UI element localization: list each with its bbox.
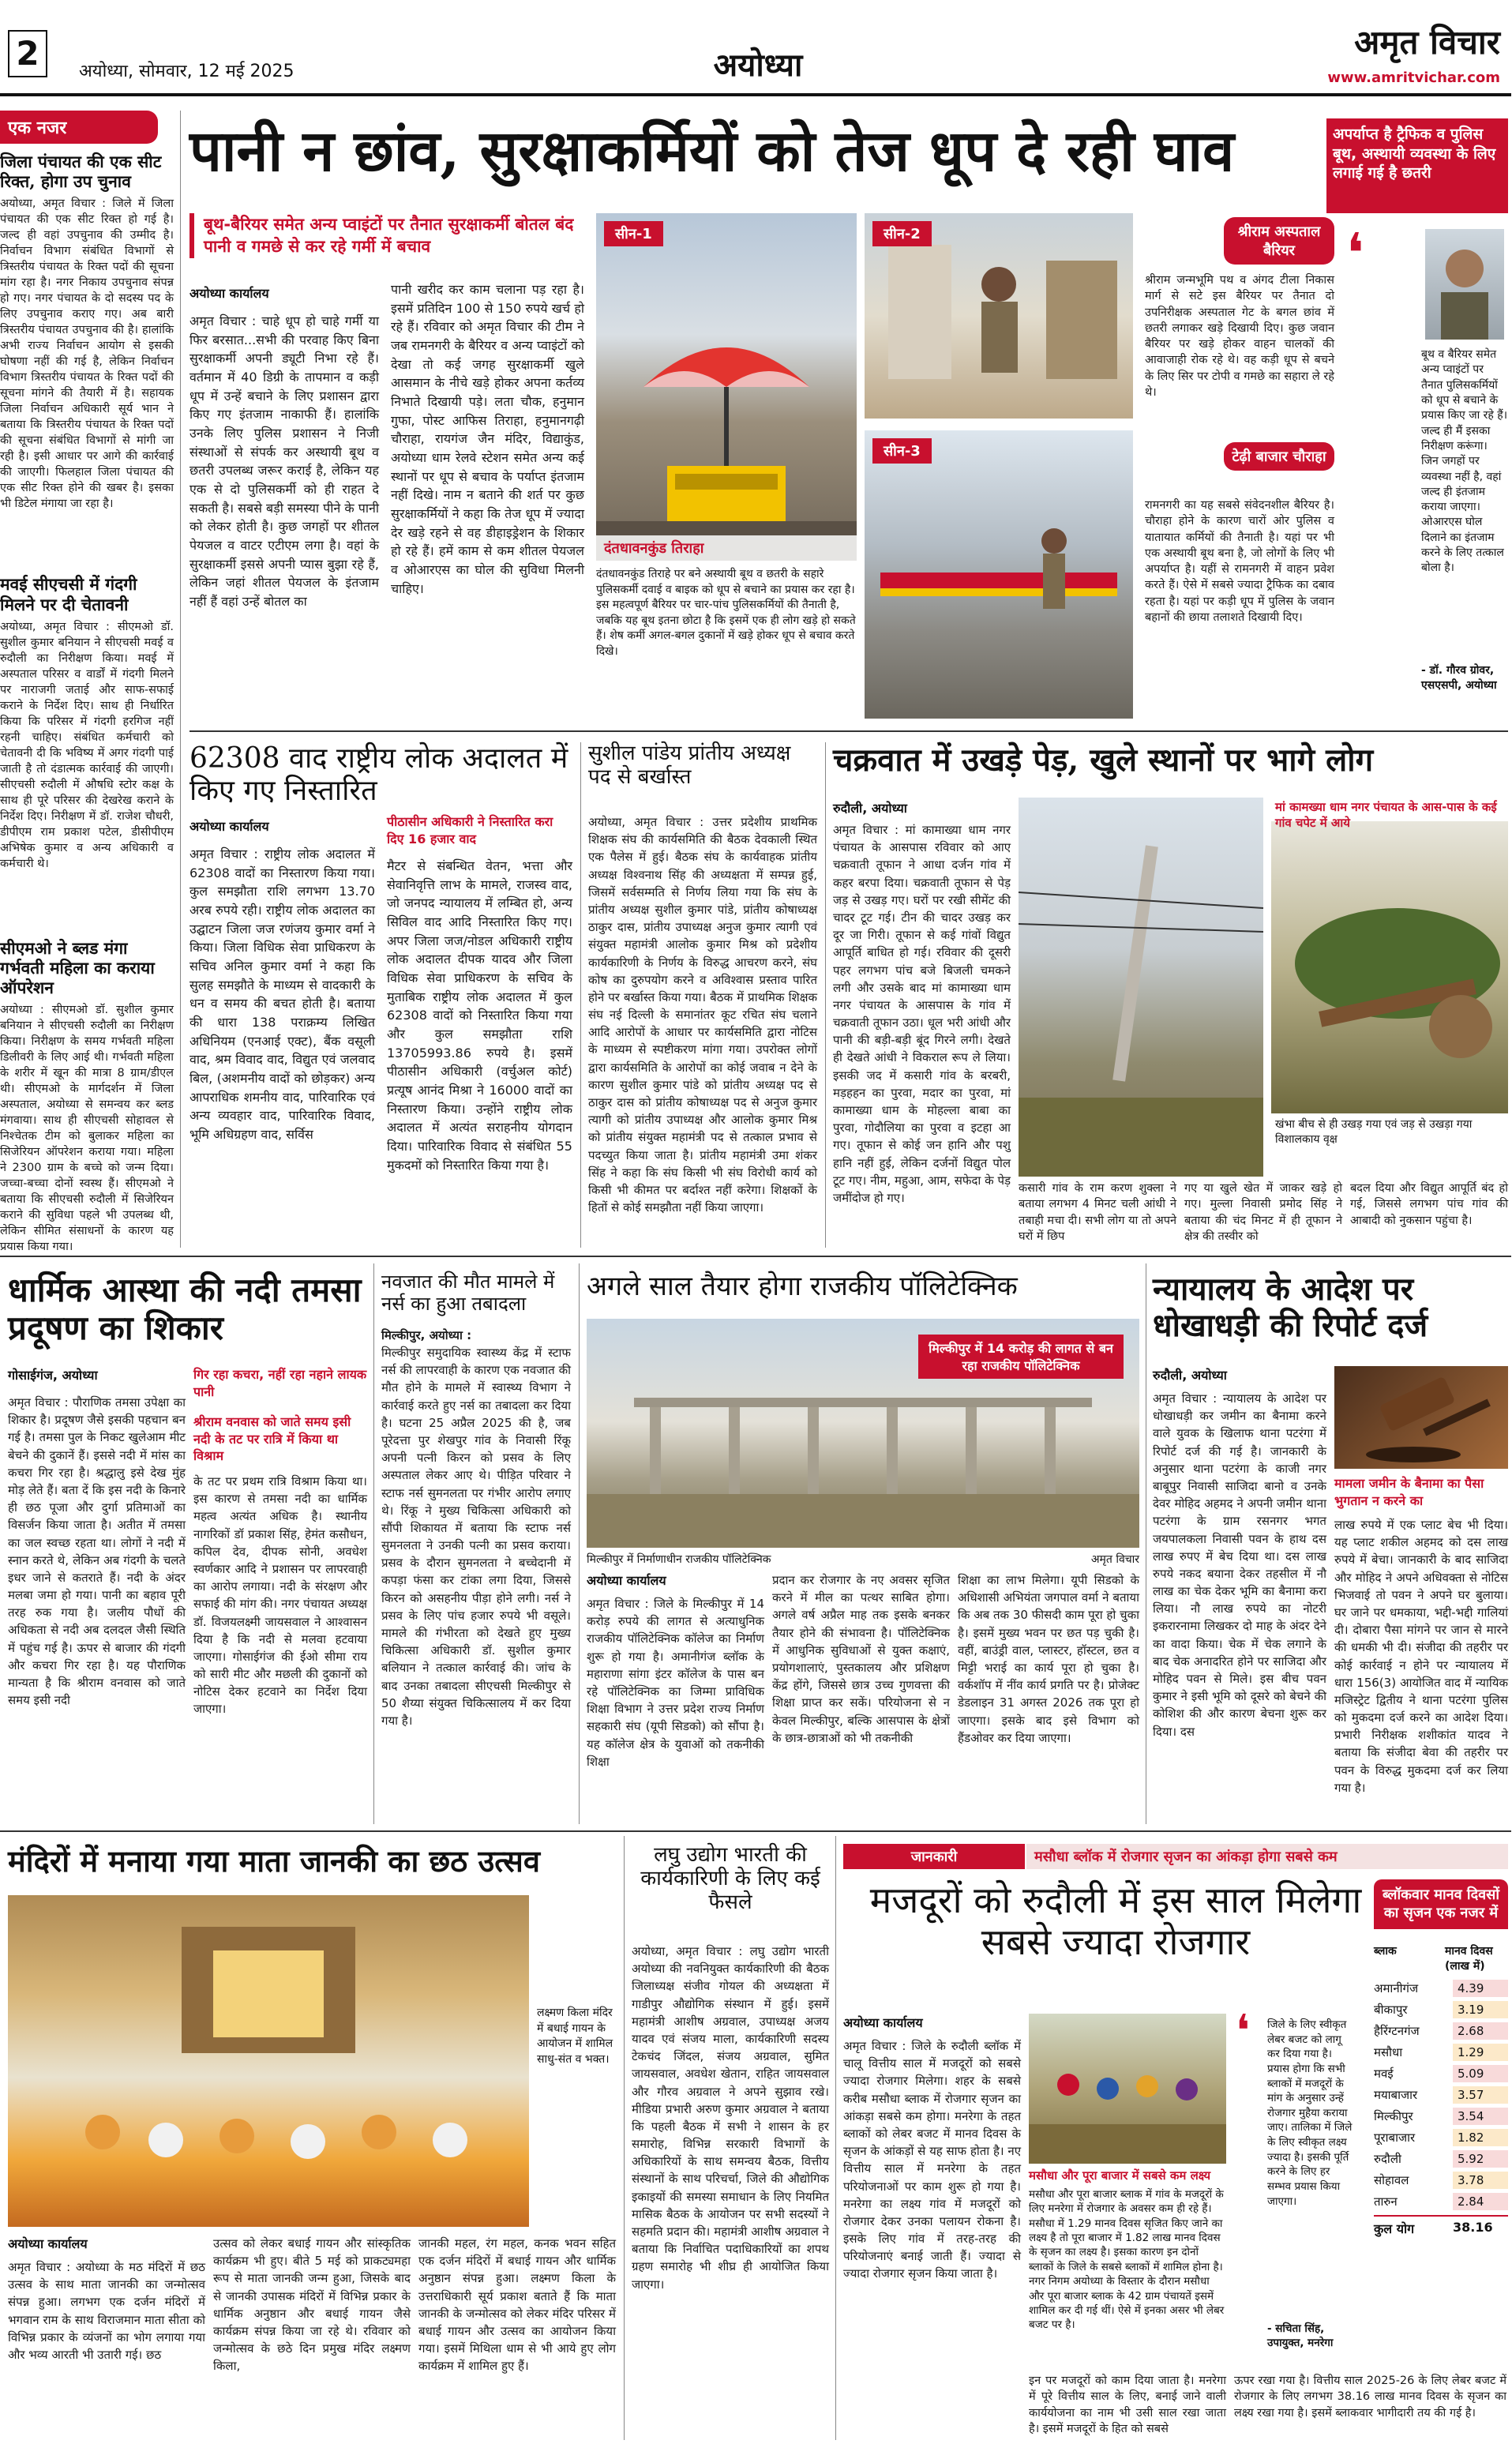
temple-photo-caption: लक्ष्मण किला मंदिर में बधाई गायन के आयोजन में शामिल साधु-संत व भक्त। <box>537 2007 613 2066</box>
storm-photo-head: मां कामख्या धाम नगर पंचायत के आस-पास के कई गांव चपेट में आये <box>1275 800 1497 831</box>
temple-col3: जानकी महल, रंग महल, कनक भवन सहित एक दर्जन मंदिरों में बधाई गायन और धार्मिक अनुष्ठान संपन्न हुआ। लक्ष्मण किला के उत्तराधिकारी सूर्य प्रकाश बताते हैं कि माता जानकी के जन्मोत्सव को लेकर मंदिर परिसर में बधाई गायन और उत्सव का आयोजन किया गया। इसमें मिथिला धाम से भी आये हुए लोग कार्यक्रम में शामिल हुए हैं। <box>418 2236 616 2374</box>
storm-photo-caption: खंभा बीच से ही उखड़ गया एवं जड़ से उखड़ा गया विशालकाय वृक्ष <box>1275 1118 1473 1146</box>
column-divider <box>825 742 826 1248</box>
storm-bottom1: कसारी गांव के राम करण शुक्ला ने बताया लगभग 4 मिनट चली आंधी ने तबाही मचा दी। सभी लोग या तो अपने घरों में छिप <box>1019 1182 1176 1243</box>
poly-col3: शिक्षा का लाभ मिलेगा। यूपी सिडको के अधिशासी अभियंता जगपाल वर्मा ने बताया कि अब तक 30 फीसदी काम पूरा हो चुका है। इसमें मुख्य भवन पर छत पड़ चुकी है। वहीं, बाउंड्री वाल, प्लास्टर, हॉस्टल, छत व मिट्टी भराई का कार्य पूरा हो चुका है। वर्कशॉप में नींव कार्य प्रगति पर है। प्रोजेक्ट डेडलाइन 31 अगस्त 2026 तक पूरा हो जाएगा। इसके बाद इसे विभाग को हैंडओवर कर दिया जाएगा। <box>958 1573 1139 1745</box>
rudauli-photo-caption-title: मसौधा और पूरा बाजार में सबसे कम लक्ष्य <box>1029 2168 1211 2183</box>
court-dateline: रुदौली, अयोध्या <box>1153 1368 1227 1383</box>
nurse-headline: नवजात की मौत मामले में नर्स का हुआ तबादला <box>381 1271 555 1315</box>
sidebar-ek-nazar <box>0 111 174 1254</box>
temple-byline: अयोध्या कार्यालय <box>8 2236 88 2251</box>
temple-photo <box>8 1895 529 2227</box>
poly-photo <box>587 1319 1139 1548</box>
scene-label: सीन-2 <box>872 221 932 246</box>
mnrega-table-row <box>1374 1980 1508 1997</box>
section-rule <box>0 1256 1511 1257</box>
sidebar-item-body: अयोध्या, अमृत विचार : सीएमओ डॉ. सुशील कुमार बनियान ने सीएचसी मवई व रुदौली का निरीक्षण किया। मवई में अस्पताल परिसर व वार्डों में गंदगी मिलने पर नाराजगी जताई और साफ-सफाई कराने के निर्देश दिए। साथ ही निर्धारित किया कि परिसर में गंदगी हरगिज नहीं रहनी चाहिए। संबंधित कर्मचारी को चेतावनी दी कि भविष्य में अगर गंदगी पाई जाती है तो दंडात्मक कार्रवाई की जाएगी। सीएचसी रुदौली में औषधि स्टोर कक्ष के साथ ही पूरे परिसर की देखरेख कराने के निर्देश दिए। निरीक्षण में डॉ. राजेश चौधरी, डीपीएम राम प्रकाश पटेल, डीसीपीएम अभिषेक कुमार व अन्य अधिकारी व कर्मचारी थे। <box>0 620 174 870</box>
lead-photo-scene3 <box>865 430 1133 719</box>
label-shriram-hospital: श्रीराम अस्पताल बैरियर <box>1224 217 1334 265</box>
broken-pole-icon <box>1019 798 1263 1177</box>
rudauli-headline: मजदूरों को रुदौली में इस साल मिलेगा सबसे ज्यादा रोजगार <box>869 1879 1362 1963</box>
gavel-icon <box>1334 1366 1508 1469</box>
mnrega-col-block: ब्लाक <box>1374 1944 1397 1958</box>
poly-byline: अयोध्या कार्यालय <box>587 1573 666 1588</box>
court-col1: अमृत विचार : न्यायालय के आदेश पर धोखाधड़ी कर जमीन का बैनामा करने वाले युवक के खिलाफ थाना पटरंगा में रिपोर्ट दर्ज की गई है। जानकारी के अनुसार थाना पटरंगा के काजी नगर बाबूपुर निवासी साजिदा बानो व उनके देवर मोहिद अहमद ने अपनी जमीन थाना पटरंगा के ग्राम रसनगर भगत जयपालकला निवासी पवन के हाथ दस लाख रुपए में बेच दिया था। दस लाख रुपये नकद बयाना देकर तहसील में नौ लाख का चेक देकर भूमि का बैनामा करा लिया। नौ लाख रुपये का नोटरी इकरारनामा लिखकर दो माह के अंदर देने का वादा किया। चेक में चेक लगाने के बाद चेक अनादरित होने पर साजिदा और मोहिद पवन से मिले। इस बीच पवन कुमार ने इसी भूमि को दूसरे को बेचने की कोशिश की और कारण बेचना शुरू कर दिया। दस <box>1153 1391 1326 1739</box>
column-divider <box>373 1263 374 1824</box>
mnrega-block-value: 1.29 <box>1453 2044 1508 2061</box>
mnrega-block-value: 1.82 <box>1453 2129 1508 2146</box>
storm-bottom2: गए या खुले खेत में जाकर खड़े हो गए। मुल्ला निवासी प्रमोद सिंह ने बताया की चंद मिनट में ही तूफान ने क्षेत्र की तस्वीर को <box>1184 1182 1342 1243</box>
nurse-body: मिल्कीपुर समुदायिक स्वास्थ्य केंद्र में स्टाफ नर्स की लापरवाही के कारण एक नवजात की मौत होने के मामले में स्वास्थ्य विभाग ने कार्रवाई करते हुए नर्स का तबादला कर दिया है। घटना 25 अप्रैल 2025 की है, जब पूरेदत्ता पुर शेखपुर गांव के निवासी रिंकू अपनी पत्नी किरन को प्रसव के लिए अस्पताल लेकर आए थे। पीड़ित परिवार ने स्टाफ नर्स सुमनलता पर गंभीर आरोप लगाए थे। रिंकू ने मुख्य चिकित्सा अधिकारी को सौंपी शिकायत में बताया कि स्टाफ नर्स सुमनलता ने उनकी पत्नी का प्रसव कराया। प्रसव के दौरान सुमनलता ने बच्चेदानी में कपड़ा फंसा कर टांका लगा दिया, जिससे किरन को असहनीय पीड़ा होने लगी। नर्स ने प्रसव के लिए पांच हजार रुपये भी वसूले। मामले की गंभीरता को देखते हुए मुख्य चिकित्सा अधिकारी डॉ. सुशील कुमार बलियान ने तत्काल कार्रवाई की। जांच के बाद उनका तबादला सीएचसी मिल्कीपुर से 50 शैय्या संयुक्त चिकित्सालय में कर दिया गया है। <box>381 1346 571 1728</box>
poly-col2: प्रदान कर रोजगार के नए अवसर सृजित करने में मील का पत्थर साबित होगा। अगले वर्ष अप्रैल माह तक इसके बनकर तैयार होने की संभावना है। पॉलिटेक्निक में आधुनिक सुविधाओं से युक्त कक्षाएं, प्रयोगशालाएं, पुस्तकालय और प्रशिक्षण केंद्र होंगे, जिससे छात्र उच्च गुणवत्ता की शिक्षा प्राप्त कर सकें। परियोजना से न केवल मिल्कीपुर, बल्कि आसपास के क्षेत्रों के छात्र-छात्राओं को भी तकनीकी <box>772 1573 950 1745</box>
lok-headline: 62308 वाद राष्ट्रीय लोक अदालत में किए गए निस्तारित <box>189 742 568 808</box>
mnrega-table-row <box>1374 2022 1508 2040</box>
temple-col1: अमृत विचार : अयोध्या के मठ मंदिरों में छठ उत्सव के साथ माता जानकी का जन्मोत्सव संपन्न हुआ। लगभग एक दर्जन मंदिरों में भगवान राम के साथ विराजमान माता सीता को विभिन्न प्रकार के व्यंजनों का भोग लगाया गया और भव्य आरती भी उतारी गई। छठ <box>8 2260 205 2362</box>
court-sub: मामला जमीन के बैनामा का पैसा भुगतान न करने का <box>1334 1476 1484 1508</box>
mnrega-total-label: कुल योग <box>1374 2221 1415 2236</box>
lead-byline: अयोध्या कार्यालय <box>189 286 269 301</box>
mnrega-table-row <box>1374 2086 1508 2104</box>
mnrega-col-value: मानव दिवस (लाख में) <box>1445 1944 1493 1973</box>
mnrega-block-name: हैरिंग्टनगंज <box>1374 2023 1420 2038</box>
lead-headline: पानी न छांव, सुरक्षाकर्मियों को तेज धूप दे रही घाव <box>189 117 1235 184</box>
mnrega-block-name: मसौधा <box>1374 2044 1403 2059</box>
uprooted-tree-icon <box>1271 821 1508 1113</box>
masthead-logo: अमृत विचार <box>1354 23 1500 62</box>
mnrega-table <box>1374 1879 1508 2369</box>
mnrega-block-name: अमानीगंज <box>1374 1980 1419 1995</box>
masthead-url[interactable]: www.amritvichar.com <box>1327 69 1500 86</box>
mnrega-table-row <box>1374 2065 1508 2082</box>
quote-mark-icon: ❛ <box>1346 221 1364 286</box>
lead-tedhi-text: रामनगरी का यह सबसे संवेदनशील बैरियर है। चौराहा होने के कारण चारों ओर पुलिस व यातायात कर्मियों की तैनाती है। यहां पर भी एक अस्थायी बूथ बना है, जो लोगों के लिए भी अपर्याप्त है। यहीं से रामनगरी में वाहन प्रवेश करते हैं। ऐसे में सबसे ज्यादा ट्रैफिक का दबाव रहता है। यहां पर कड़ी धूप में पुलिस के जवान बहानों की छाया तलाशते दिखायी दिए। <box>1145 499 1334 625</box>
mnrega-table-row <box>1374 2193 1508 2210</box>
lead-photo-scene2 <box>865 213 1133 419</box>
lok-col2: मैटर से संबन्धित वेतन, भत्ता और सेवानिवृत्ति लाभ के मामले, राजस्व वाद, जो जनपद न्यायालय में लम्बित हो, अन्य सिविल वाद आदि निस्तारित किए गए। अपर जिला जज/नोडल अधिकारी राष्ट्रीय लोक अदालत दीपक यादव और जिला विधिक सेवा प्राधिकरण के सचिव के मुताबिक राष्ट्रीय लोक अदालत में कुल 62308 वादों को निस्तारित किया गया और कुल समझौता राशि 13705993.86 रुपये है। इसमें पीठासीन अधिकारी (वर्चुअल कोर्ट) प्रत्यूष आनंद मिश्रा ने 16000 वादों का निस्तारण किया। उन्होंने राष्ट्रीय लोक अदालत में अत्यंत सराहनीय योगदान दिया। पारिवारिक विवाद से संबंधित 55 मुकदमों को निस्तारित किया गया है। <box>387 858 572 1173</box>
lead-photo-scene1 <box>596 213 857 561</box>
pandey-headline: सुशील पांडेय प्रांतीय अध्यक्ष पद से बर्खास्त <box>588 741 791 789</box>
section-rule <box>0 1830 1511 1832</box>
poly-caption-right: अमृत विचार <box>1090 1553 1139 1566</box>
label-tedhi-bazar: टेढ़ी बाजार चौराहा <box>1224 442 1334 471</box>
mnrega-table-row <box>1374 2172 1508 2189</box>
rudauli-photo-caption: मसौधा और पूरा बाजार ब्लाक में गांव के मजदूरों के लिए मनरेगा में रोजगार के अवसर कम ही रहे हैं। मसौधा में 1.29 मानव दिवस सृजित किए जाने का लक्ष्य है तो पूरा बाजार में 1.82 लाख मानव दिवस के सृजन का लक्ष्य है। इसका कारण इन दोनों ब्लाकों के जिले के सबसे ब्लाकों में शामिल होना है। नगर निगम अयोध्या के विस्तार के दौरान मसौधा और पूरा बाजार ब्लाक के 42 ग्राम पंचायतें इसमें शामिल कर दी गई थीं। ऐसे में इनका असर भी लेबर बजट पर है। <box>1029 2188 1225 2332</box>
mnrega-block-name: सोहावल <box>1374 2172 1409 2187</box>
mnrega-block-name: पूराबाजार <box>1374 2130 1416 2145</box>
rudauli-byline: अयोध्या कार्यालय <box>843 2015 923 2030</box>
sidebar-item-title: सीएमओ ने ब्लड मंगा गर्भवती महिला का कराया ऑपरेशन <box>0 937 155 998</box>
sidebar-item-title: जिला पंचायत की एक सीट रिक्त, होगा उप चुनाव <box>0 152 162 192</box>
section-rule <box>189 730 1508 732</box>
sidebar-item-body: अयोध्या : सीएमओ डॉ. सुशील कुमार बनियान ने सीएचसी रुदौली का निरीक्षण किया। निरीक्षण के समय गर्भवती महिला डिलीवरी के लिए आई थी। गर्भवती महिला के शरीर में खून की मात्रा 8 ग्राम/डीएल थी। सीएमओ के मार्गदर्शन में जिला अस्पताल, अयोध्या से समन्वय कर ब्लड मंगवाया। साथ ही सीएचसी सोहावल से निश्चेतक टीम को बुलाकर महिला का सिजेरियन ऑपरेशन कराया गया। महिला ने 2300 ग्राम के बच्चे को जन्म दिया। जच्चा-बच्चा दोनों स्वस्थ हैं। सीएमओ ने बताया कि सीएचसी रुदौली में सिजेरियन कराने की सुविधा पहले भी उपलब्ध थी, लेकिन सीमित संसाधनों के कारण यह प्रयास किया गया। <box>0 1004 174 1254</box>
temsa-col1: अमृत विचार : पौराणिक तमसा उपेक्षा का शिकार है। प्रदूषण जैसे इसकी पहचान बन गई है। तमसा पुल के निकट खुलेआम मीट बेचने की दुकानें हैं। इससे नदी में मांस का कचरा गिर रहा है। श्रद्धालु इसे देख मुंह मोड़ लेते हैं। बता दें कि इस नदी के किनारे ही छठ पूजा और दुर्गा प्रतिमाओं का विसर्जन किया जाता है। अतीत में तमसा का जल स्वच्छ रहता था। लोगों ने नदी में स्नान करते थे, लेकिन अब गंदगी के चलते इधर जाने से कतराते हैं। नदी के अंदर मलबा जमा हो गया। पानी का बहाव पूरी तरह रुक गया है। जलीय पौधों की अधिकता से नदी अब दलदल जैसी स्थिति में पहुंच गई है। ऊपर से बाजार की गंदगी और कचरा गिर रहा है। यह पौराणिक मान्यता है कि श्रीराम वनवास को जाते समय इसी नदी <box>8 1395 186 1708</box>
sidebar-item-body: अयोध्या, अमृत विचार : जिले में जिला पंचायत की एक सीट रिक्त हो गई है। जल्द ही वहां उपचुनाव की उम्मीद है। निर्वाचन विभाग संबंधित विभागों से त्रिस्तरीय पंचायत के रिक्त पदों की सूचना मांग रहा है। नगर निकाय उपचुनाव संपन्न हो गए। नगर पंचायत के दो सदस्य पद के लिए उपचुनाव कराए गए। अब बारी त्रिस्तरीय पंचायत उपचुनाव की है। हालांकि अभी राज्य निर्वाचन आयोग से इसकी घोषणा नहीं की गई है, लेकिन निर्वाचन विभाग त्रिस्तरीय पंचायत के रिक्त पदों की सूचना मांगने की तैयारी में है। सहायक जिला निर्वाचन अधिकारी सूर्य भान ने बताया कि त्रिस्तरीय पंचायत के रिक्त पदों की सूचना संबंधित विभागों से मांगी जा रही है। इसी आधार पर आगे की कार्रवाई की जाएगी। फिलहाल जिला पंचायत की एक सीट रिक्त होने की खबर है। इसका भी डिटेल मंगाया जा रहा है। <box>0 197 174 511</box>
rudauli-quote-by: - सचिता सिंह, उपायुक्त, मनरेगा <box>1267 2322 1334 2350</box>
storm-bottom3: बदल दिया और विद्युत आपूर्ति बंद हो गई, जिससे लगभग पांच गांव की आबादी को नुकसान पहुंचा है। <box>1350 1182 1508 1227</box>
mnrega-rows <box>1374 1980 1508 2210</box>
rudauli-col1: अमृत विचार : जिले के रुदौली ब्लॉक में चालू वित्तीय साल में मजदूरों को सबसे ज्यादा रोजगार मिलेगा। शहर के सबसे करीब मसौधा ब्लाक में रोजगार सृजन का आंकड़ा सबसे कम होगा। मनरेगा के तहत ब्लाकों को लेबर बजट में मानव दिवस के सृजन के आंकड़ों से यह साफ होता है। नए वित्तीय साल में मनरेगा के तहत परियोजनाओं पर काम शुरू हो गया है। मनरेगा का लक्ष्य गांव में मजदूरों को रोजगार देकर उनका पलायन रोकना है। इसके लिए गांव में तरह-तरह की परियोजनाएं बनाई जाती हैं। ज्यादा से ज्यादा रोजगार सृजन किया जाता है। <box>843 2039 1021 2281</box>
temple-col2: उत्सव को लेकर बधाई गायन और सांस्कृतिक कार्यक्रम भी हुए। बीते 5 मई को प्राकट्यमहा रूप से माता जानकी जन्म हुआ, जिसके बाद से जानकी उपासक मंदिरों में विभिन्न प्रकार के धार्मिक अनुष्ठान और बधाई गायन जैसे कार्यक्रम संपन्न किया जा रहे थे। रविवार को जन्मोत्सव के छठे दिन प्रमुख मंदिर लक्ष्मण किला, <box>213 2236 411 2374</box>
lead-amb-text: श्रीराम जन्मभूमि पथ व अंगद टीला निकास मार्ग से सटे इस बैरियर पर तैनात दो उपनिरीक्षक अस्पताल गेट के बगल छांव में छतरी लगाकर खड़े दिखायी दिए। कुछ जवान बैरियर पर खड़े होकर वाहन चालकों की आवाजाही रोक रहे थे। वह कड़ी धूप से बचने के लिए सिर पर टोपी व गमछे का सहारा ले रहे थे। <box>1145 274 1334 400</box>
temsa-sub2: श्रीराम वनवास को जाते समय इसी नदी के तट पर रात्रि में किया था विश्राम <box>193 1414 351 1464</box>
mnrega-block-value: 3.54 <box>1453 2108 1508 2125</box>
mnrega-block-name: मिल्कीपुर <box>1374 2108 1413 2123</box>
storm-headline: चक्रवात में उखड़े पेड़, खुले स्थानों पर भागे लोग <box>833 741 1374 779</box>
scene-label: सीन-3 <box>872 438 932 464</box>
column-divider <box>579 1263 580 1824</box>
rudauli-label: जानकारी <box>843 1844 1025 1869</box>
ssp-portrait <box>1425 229 1504 340</box>
mnrega-block-name: बीकापुर <box>1374 2002 1408 2017</box>
rudauli-strap: मसौधा ब्लॉक में रोजगार सृजन का आंकड़ा होगा सबसे कम <box>1026 1844 1508 1869</box>
lead-photo-caption: दंतधावनकुंड तिराहे पर बने अस्थायी बूथ व छतरी के सहारे पुलिसकर्मी दवाई व बाइक को धूप से बचाने का प्रयास कर रहा है। इस महत्वपूर्ण बैरियर पर चार-पांच पुलिसकर्मियों की तैनाती है, जबकि यह बूथ इतना छोटा है कि इसमें एक ही लोग खड़े हो सकते हैं। शेष कर्मी अगल-बगल दुकानों में खड़े होकर धूप से बचाव करते दिखे। <box>596 568 856 658</box>
photo-caption-title: दंतधावनकुंड तिराहा <box>596 535 857 561</box>
mnrega-block-value: 5.09 <box>1453 2065 1508 2082</box>
mnrega-table-row <box>1374 2044 1508 2061</box>
mnrega-table-title: ब्लॉकवार मानव दिवसों का सृजन एक नजर में <box>1374 1879 1508 1929</box>
udyog-body: अयोध्या, अमृत विचार : लघु उद्योग भारती अयोध्या की नवनियुक्त कार्यकारिणी की बैठक जिलाध्यक्ष संजीव गोयल की अध्यक्षता में गाडीपुर औद्योगिक संस्थान में हुई। इसमें महामंत्री आशीष अग्रवाल, उपाध्यक्ष अजय यादव एवं संजय माला, कार्यकारिणी सदस्य टेकचंद जिंदल, संजय अग्रवाल, सुमित जायसवाल, अवधेश खेतान, राहित जायसवाल और गौरव अग्रवाल ने अपने सुझाव रखे। मीडिया प्रभारी अरुण कुमार अग्रवाल ने बताया कि पहली बैठक में सभी ने शासन के हर समारोह, विभिन्न सरकारी विभागों के अधिकारियों के साथ समन्वय बैठक, वित्तीय संस्थानों के साथ परिचर्चा, जिले की औद्योगिक इकाइयों की समस्या समाधान के लिए नियमित मासिक बैठक के आयोजन पर सभी सदस्यों ने सहमति प्रदान की। महामंत्री आशीष अग्रवाल ने बताया कि निर्वाचित पदाधिकारियों का शपथ ग्रहण समारोह भी शीघ्र ही आयोजित किया जाएगा। <box>632 1944 829 2292</box>
rudauli-quote: जिले के लिए स्वीकृत लेबर बजट को लागू कर दिया गया है। प्रयास होगा कि सभी ब्लाकों में मजदूरों के मांग के अनुसार उन्हें रोजगार मुहैया कराया जाए। तालिका में जिले के लिए स्वीकृत लक्ष्य ज्यादा है। इसकी पूर्ति करने के लिए हर सम्भव प्रयास किया जाएगा। <box>1267 2018 1353 2208</box>
mnrega-block-value: 2.84 <box>1453 2193 1508 2210</box>
udyog-headline: लघु उद्योग भारती की कार्यकारिणी के लिए कई फैसले <box>640 1843 820 1914</box>
storm-photo-tree <box>1271 821 1508 1113</box>
portrait-icon <box>1425 229 1504 340</box>
mnrega-table-row <box>1374 2001 1508 2018</box>
lead-col1: अमृत विचार : चाहे धूप हो चाहे गर्मी या फिर बरसात...सभी की परवाह किए बिना सुरक्षाकर्मी अपनी ड्यूटी निभा रहे हैं। वर्तमान में 40 डिग्री के तापमान व कड़ी धूप में उन्हें बचाने के लिए प्रशासन द्वारा किए गए इंतजाम नाकाफी हैं। हालांकि उनके लिए पुलिस प्रशासन ने निजी संस्थाओं से संपर्क कर अस्थायी बूथ व छतरी उपलब्ध जरूर कराई है, लेकिन यह एक से दो पुलिसकर्मी को ही राहत दे सकती है। सबसे बड़ी समस्या पीने के पानी को लेकर होती है। कुछ जगहों पर शीतल पेयजल व वाटर एटीएम लगा है। वहां के सुरक्षाकर्मी इससे अपनी प्यास बुझा रहे हैं, लेकिन जहां शीतल पेयजल के इंतजाम नहीं हैं वहां उन्हें बोतल का <box>189 313 379 610</box>
mnrega-table-row <box>1374 2150 1508 2168</box>
mnrega-block-value: 3.19 <box>1453 2001 1508 2018</box>
court-headline: न्यायालय के आदेश पर धोखाधड़ी की रिपोर्ट दर्ज <box>1153 1271 1428 1344</box>
masthead-date: अयोध्या, सोमवार, 12 मई 2025 <box>79 62 295 81</box>
storm-body: अमृत विचार : मां कामाख्या धाम नगर पंचायत के आसपास रविवार को आए चक्रवाती तूफान ने आधा दर्जन गांव में कहर बरपा दिया। चक्रवाती तूफान से पेड़ जड़ से उखड़ गए। घरों पर रखी सीमेंट की चादर टूट गई। टीन की चादर उखड़ कर दूर जा गिरी। तूफान से कई गांवों विद्युत आपूर्ति बाधित हो गई। रविवार की दूसरी पहर लगभग पांच बजे बिजली चमकने लगी और उसके बाद मां कामाख्या धाम नगर पंचायत के आसपास के गांव में चक्रवाती तूफान उठा। धूल भरी आंधी और पानी की बड़ी-बड़ी बूंद गिरने लगी। देखते ही देखते आंधी ने विकराल रूप ले लिया। इसकी जद में कसारी गांव के बरबरी, मड़हहन का पुरवा, मदार का पुरवा, मां कामाख्या धाम के मोहल्ला बाबा का पुरवा, गोदौलिया का पुरवा व इटहा आ गए। तूफान से कोई जन हानि और पशु हानि नहीं हुई, लेकिन दर्जनों विद्युत पोल टूट गए। नीम, महुआ, आम, सफेदा के पेड़ जमींदोज हो गए। <box>833 823 1011 1205</box>
storm-dateline: रुदौली, अयोध्या <box>833 801 907 816</box>
lok-col1: अमृत विचार : राष्ट्रीय लोक अदालत में 62308 वादों का निस्तारण किया गया। कुल समझौता राशि लगभग 13.70 अरब रुपये रही। राष्ट्रीय लोक अदालत का उद्घाटन जिला जज रणंजय कुमार वर्मा ने किया। जिला विधिक सेवा प्राधिकरण के सचिव अनिल कुमार वर्मा ने कहा कि सुलह समझौते के माध्यम से वादकारी के धन व समय की बचत होती है। बताया की धारा 138 पराक्रम्य लिखित अधिनियम (एनआई एक्ट), बैंक वसूली वाद, श्रम विवाद वाद, विद्युत एवं जलवाद बिल, (अशमनीय वादों को छोड़कर) अन्य आपराधिक शमनीय वाद, पारिवारिक एवं अन्य व्यवहार वाद, पारिवारिक विवाद, भूमि अधिग्रहण वाद, सर्विस <box>189 847 375 1143</box>
sidebar-item-title: मवई सीएचसी में गंदगी मिलने पर दी चेतावनी <box>0 574 137 614</box>
masthead <box>0 0 1511 95</box>
court-col2: लाख रुपये में एक प्लाट बेच भी दिया। यह प्लाट शकील अहमद को दस लाख रुपये में बेचा। जानकारी के बाद साजिदा और मोहिद ने अपने अधिवक्ता से नोटिस भिजवाई तो पवन ने अपने घर बुलाया। घर जाने पर धमकाया, भद्दी-भद्दी गालियां दी। दोबारा पैसा मांगने पर जान से मारने की धमकी भी दी। संजीदा की तहरीर पर कोई कार्रवाई न होने पर न्यायालय में धारा 156(3) आयोजित वाद में न्यायिक मजिस्ट्रेट द्वितीय ने थाना पटरंगा पुलिस को मुकदमा दर्ज करने का आदेश दिया। प्रभारी निरीक्षक शशीकांत यादव ने बताया कि संजीदा बेवा की तहरीर पर पवन के विरुद्ध मुकदमा दर्ज कर लिया गया है। <box>1334 1518 1508 1795</box>
workers-photo-icon <box>1029 2014 1226 2164</box>
nurse-dateline: मिल्कीपुर, अयोध्या : <box>381 1328 472 1342</box>
mnrega-block-name: रुदौली <box>1374 2151 1401 2166</box>
poly-caption-left: मिल्कीपुर में निर्माणाधीन राजकीय पॉलिटेक्निक <box>587 1553 771 1566</box>
poly-headline: अगले साल तैयार होगा राजकीय पॉलिटेक्निक <box>587 1271 1018 1302</box>
masthead-rule <box>0 93 1511 96</box>
temple-gathering-icon <box>8 1895 529 2227</box>
lead-sidebar-head: अपर्याप्त है ट्रैफिक व पुलिस बूथ, अस्थायी व्यवस्था के लिए लगाई गई है छतरी <box>1326 118 1508 213</box>
poly-photo-label: मिल्कीपुर में 14 करोड़ की लागत से बन रहा राजकीय पॉलिटेक्निक <box>918 1335 1124 1379</box>
mnrega-block-value: 3.78 <box>1453 2172 1508 2189</box>
temsa-col2: के तट पर प्रथम रात्रि विश्राम किया था। इस कारण से तमसा नदी का धार्मिक महत्व अत्यंत अधिक है। स्थानीय नागरिकों डॉ प्रकाश सिंह, हेमंत कसौधन, कपिल देव, दीपक सोनी, अवधेश स्वर्णकार आदि ने प्रशासन पर लापरवाही का आरोप लगाया। नदी के संरक्षण और सफाई की मांग की। नगर पंचायत अध्यक्ष डॉ. विजयलक्ष्मी जायसवाल ने आश्वासन दिया है कि नदी से मलवा हटवाया जाएगा। गोसाईगंज की ईओ सीमा राय को सारी मीट और मछली की दुकानों को नोटिस देकर हटवाने का निर्देश दिया जाएगा। <box>193 1474 367 1717</box>
page-number: 2 <box>8 30 47 77</box>
mnrega-table-row <box>1374 2108 1508 2125</box>
column-divider <box>624 1836 625 2440</box>
mnrega-block-value: 2.68 <box>1453 2022 1508 2040</box>
rudauli-bottom2: ऊपर रखा गया है। वित्तीय साल 2025-26 के लिए लेबर बजट में रोजगार के लिए लगभग 38.16 लाख मानव दिवस के सृजन का लक्ष्य रखा गया है। इसमें ब्लाकवार भागीदारी तय की गई है। <box>1234 2375 1506 2420</box>
umbrella-booth-icon <box>596 213 857 561</box>
lok-byline: अयोध्या कार्यालय <box>189 819 269 834</box>
mnrega-block-name: मवई <box>1374 2066 1394 2081</box>
lead-quote: बूथ व बैरियर समेत अन्य प्वाइंटों पर तैनात पुलिसकर्मियों को धूप से बचाने के प्रयास किए जा रहे हैं। जल्द ही मैं इसका निरीक्षण करूंगा। जिन जगहों पर व्यवस्था नहीं है, वहां जल्द ही इंतजाम कराया जाएगा। ओआरएस घोल दिलाने का इंतजाम करने के लिए तत्काल बोला है। <box>1421 348 1508 575</box>
lead-deck: बूथ-बैरियर समेत अन्य प्वाइंटों पर तैनात सुरक्षाकर्मी बोतल बंद पानी व गमछे से कर रहे गर्मी में बचाव <box>189 213 584 258</box>
mnrega-block-name: मयाबाजार <box>1374 2087 1418 2102</box>
sidebar-divider <box>180 111 181 1248</box>
temple-headline: मंदिरों में मनाया गया माता जानकी का छठ उत्सव <box>8 1843 540 1879</box>
temsa-sub1: गिर रहा कचरा, नहीं रहा नहाने लायक पानी <box>193 1367 367 1399</box>
mnrega-table-row <box>1374 2129 1508 2146</box>
column-divider <box>580 742 581 1248</box>
mnrega-block-value: 5.92 <box>1453 2150 1508 2168</box>
column-divider <box>835 1836 836 2440</box>
masthead-city: अयोध्या <box>713 47 803 84</box>
sidebar-tab: एक नजर <box>0 111 158 144</box>
lead-col2: पानी खरीद कर काम चलाना पड़ रहा है। इसमें प्रतिदिन 100 से 150 रुपये खर्च हो रहे हैं। रविवार को अमृत विचार की टीम ने जब रामनगरी के बैरियर व अन्य प्वाइंटों को देखा तो कई जगह सुरक्षाकर्मी खुले आसमान के नीचे खड़े होकर अपना कर्तव्य निभाते दिखायी पड़े। लता चौक, हनुमान गुफा, पोस्ट आफिस तिराहा, हनुमानगढ़ी चौराहा, रायगंज जैन मंदिर, विद्याकुंड, अयोध्या धाम रेलवे स्टेशन समेत अन्य कई स्थानों पर धूप से बचाव के पर्याप्त इंतजाम नहीं दिखे। नाम न बताने की शर्त पर कुछ सुरक्षाकर्मियों ने कहा कि तेज धूप में ज्यादा देर खड़े रहने से वह डीहाइड्रेशन के शिकार हो रहे हैं। हमें काम से कम शीतल पेयजल व ओआरएस का घोल की सुविधा मिलनी चाहिए। <box>391 282 584 596</box>
barrier-photo-icon <box>865 430 1133 719</box>
storm-photo-pole <box>1019 798 1263 1177</box>
mnrega-total-value: 38.16 <box>1453 2219 1493 2235</box>
mnrega-block-value: 3.57 <box>1453 2086 1508 2104</box>
temsa-dateline: गोसाईगंज, अयोध्या <box>8 1368 98 1383</box>
poly-col1: अमृत विचार : जिले के मिल्कीपुर में 14 करोड़ रुपये की लागत से अत्याधुनिक राजकीय पॉलिटेक्निक कॉलेज का निर्माण शुरू हो गया है। अमानीगंज ब्लॉक के महाराणा सांगा इंटर कॉलेज के पास बन रहे पॉलिटेक्निक का जिम्मा प्राविधिक शिक्षा विभाग ने उत्तर प्रदेश राज्य निर्माण सहकारी संघ (यूपी सिडको) को सौंपा है। यह कॉलेज क्षेत्र के युवाओं को तकनीकी शिक्षा <box>587 1597 764 1769</box>
scene-label: सीन-1 <box>604 221 663 246</box>
lead-quote-by: - डॉ. गौरव ग्रोवर, एसएसपी, अयोध्या <box>1421 664 1497 692</box>
rudauli-quote-mark-icon: ❛ <box>1236 2006 1251 2057</box>
pandey-body: अयोध्या, अमृत विचार : उत्तर प्रदेशीय प्राथमिक शिक्षक संघ की कार्यसमिति की बैठक देवकाली स्थित एक पैलेस में हुई। बैठक संघ के कार्यवाहक प्रांतीय अध्यक्ष विश्वनाथ सिंह की अध्यक्षता में सम्पन्न हुई, जिसमें सर्वसम्मति से निर्णय लिया गया कि संघ के प्रांतीय अध्यक्ष सुशील कुमार पांडे, प्रांतीय कोषाध्यक्ष ठाकुर दास, प्रांतीय उपाध्यक्ष अनुज कुमार त्यागी एवं संयुक्त महामंत्री आलोक कुमार मिश्र को प्रदेशीय कार्यकारिणी के निर्णय के विरुद्ध आचरण करने, संघ कोष का दुरुपयोग करने व अविश्वास प्रस्ताव पारित होने पर बर्खास्त किया गया। बैठक में प्राथमिक शिक्षक संघ नई दिल्ली के समानांतर कूट रचित संघ चलाने आदि आरोपों के आधार पर कार्यसमिति द्वारा नोटिस के माध्यम से स्पष्टीकरण मांगा गया। उपरोक्त लोगों द्वारा कार्यसमिति के आरोपों का कोई जवाब न देने के कारण सुशील कुमार पांडे को प्रांतीय अध्यक्ष पद से ठाकुर दास को प्रांतीय कोषाध्यक्ष पद से अनुज कुमार त्यागी को प्रांतीय उपाध्यक्ष और आलोक कुमार मिश्र को प्रांतीय संयुक्त महामंत्री पद से तत्काल प्रभाव से पदच्युत किया जाता है। प्रांतीय महामंत्री उमा शंकर सिंह ने कहा कि संघ किसी भी संघ विरोधी कार्य को किसी भी कीमत पर बर्दाश्त नहीं करेगा। शिक्षकों के हितों से कोई समझौता नहीं किया जाएगा। <box>588 815 817 1215</box>
gavel-photo <box>1334 1366 1508 1469</box>
lok-sub: पीठासीन अधिकारी ने निस्तारित करा दिए 16 हजार वाद <box>387 814 553 847</box>
temsa-headline: धार्मिक आस्था की नदी तमसा प्रदूषण का शिकार <box>8 1271 362 1348</box>
mnrega-block-name: तारुन <box>1374 2194 1398 2209</box>
rudauli-bottom1: इन पर मजदूरों को काम दिया जाता है। मनरेगा में पूरे वित्तीय साल के लिए, बनाई जाने वाली कार्ययोजना का नाम भी उसी साल रखा जाता है। इसमें मजदूरों के हित को सबसे <box>1029 2375 1226 2435</box>
mnrega-block-value: 4.39 <box>1453 1980 1508 1997</box>
rudauli-photo <box>1029 2014 1226 2164</box>
